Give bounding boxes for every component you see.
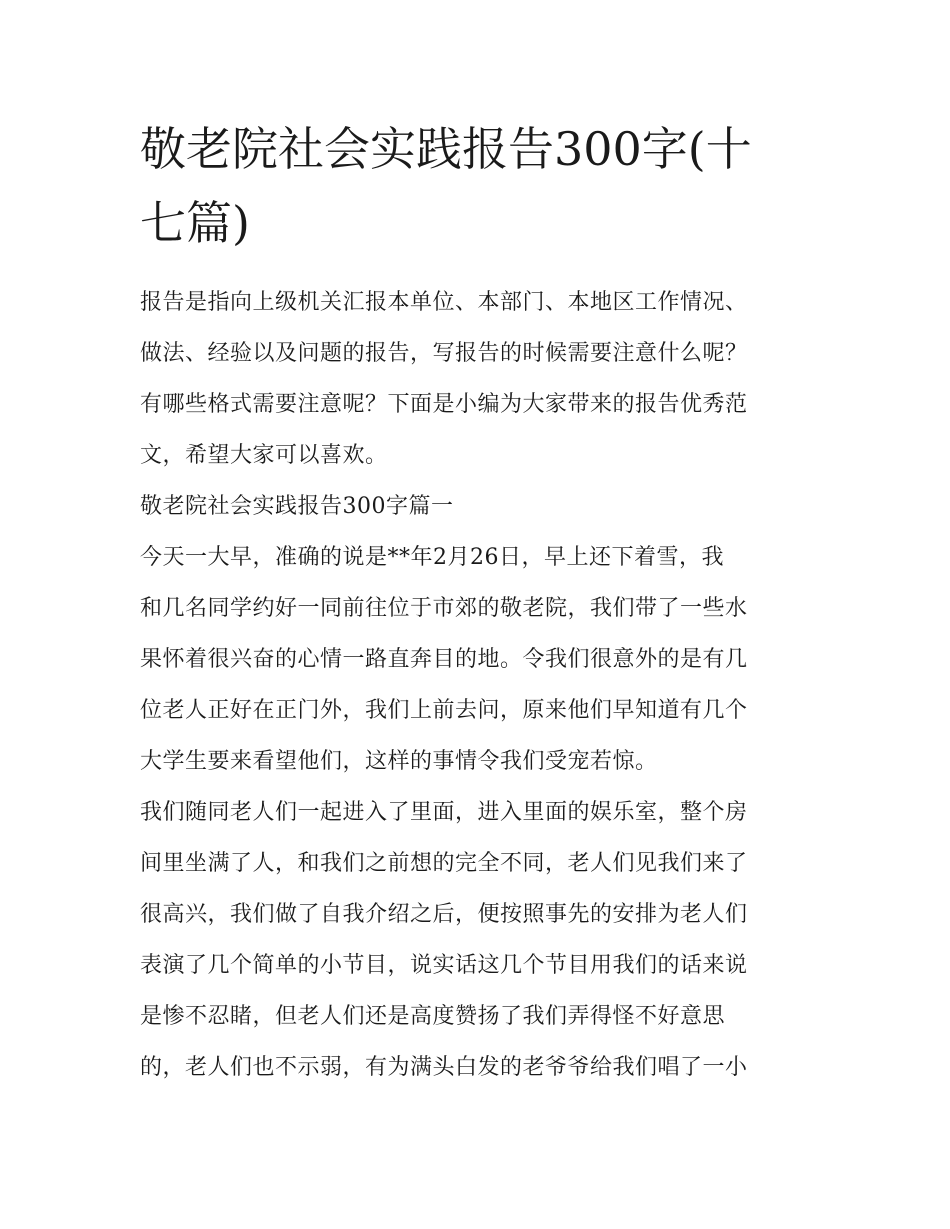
body-line: 果怀着很兴奋的心情一路直奔目的地。令我们很意外的是有几 [140,647,748,672]
body-line: 表演了几个简单的小节目，说实话这几个节目用我们的话来说 [140,953,748,978]
body-line: 是惨不忍睹，但老人们还是高度赞扬了我们弄得怪不好意思 [140,1004,726,1029]
body-line: 和几名同学约好一同前往位于市郊的敬老院，我们带了一些水 [140,596,748,621]
body-line: 做法、经验以及问题的报告，写报告的时候需要注意什么呢？ [140,341,748,366]
title-line-2: 七篇) [140,196,250,250]
body-line: 有哪些格式需要注意呢？下面是小编为大家带来的报告优秀范 [140,392,748,417]
document-title [140,112,820,260]
body-line: 文，希望大家可以喜欢。 [140,443,388,468]
section-heading: 敬老院社会实践报告300字篇一 [140,494,454,519]
body-line: 大学生要来看望他们，这样的事情令我们受宠若惊。 [140,749,658,774]
body-line: 报告是指向上级机关汇报本单位、本部门、本地区工作情况、 [140,290,748,315]
body-line: 位老人正好在正门外，我们上前去问，原来他们早知道有几个 [140,698,748,723]
title-line-1: 敬老院社会实践报告300字(十 [140,122,752,176]
body-line: 很高兴，我们做了自我介绍之后，便按照事先的安排为老人们 [140,902,748,927]
document-body [140,277,830,1093]
body-line: 我们随同老人们一起进入了里面，进入里面的娱乐室，整个房 [140,800,748,825]
body-line: 间里坐满了人，和我们之前想的完全不同，老人们见我们来了 [140,851,748,876]
body-line: 的，老人们也不示弱，有为满头白发的老爷爷给我们唱了一小 [140,1055,748,1080]
body-line: 今天一大早，准确的说是**年2月26日，早上还下着雪，我 [140,545,724,570]
